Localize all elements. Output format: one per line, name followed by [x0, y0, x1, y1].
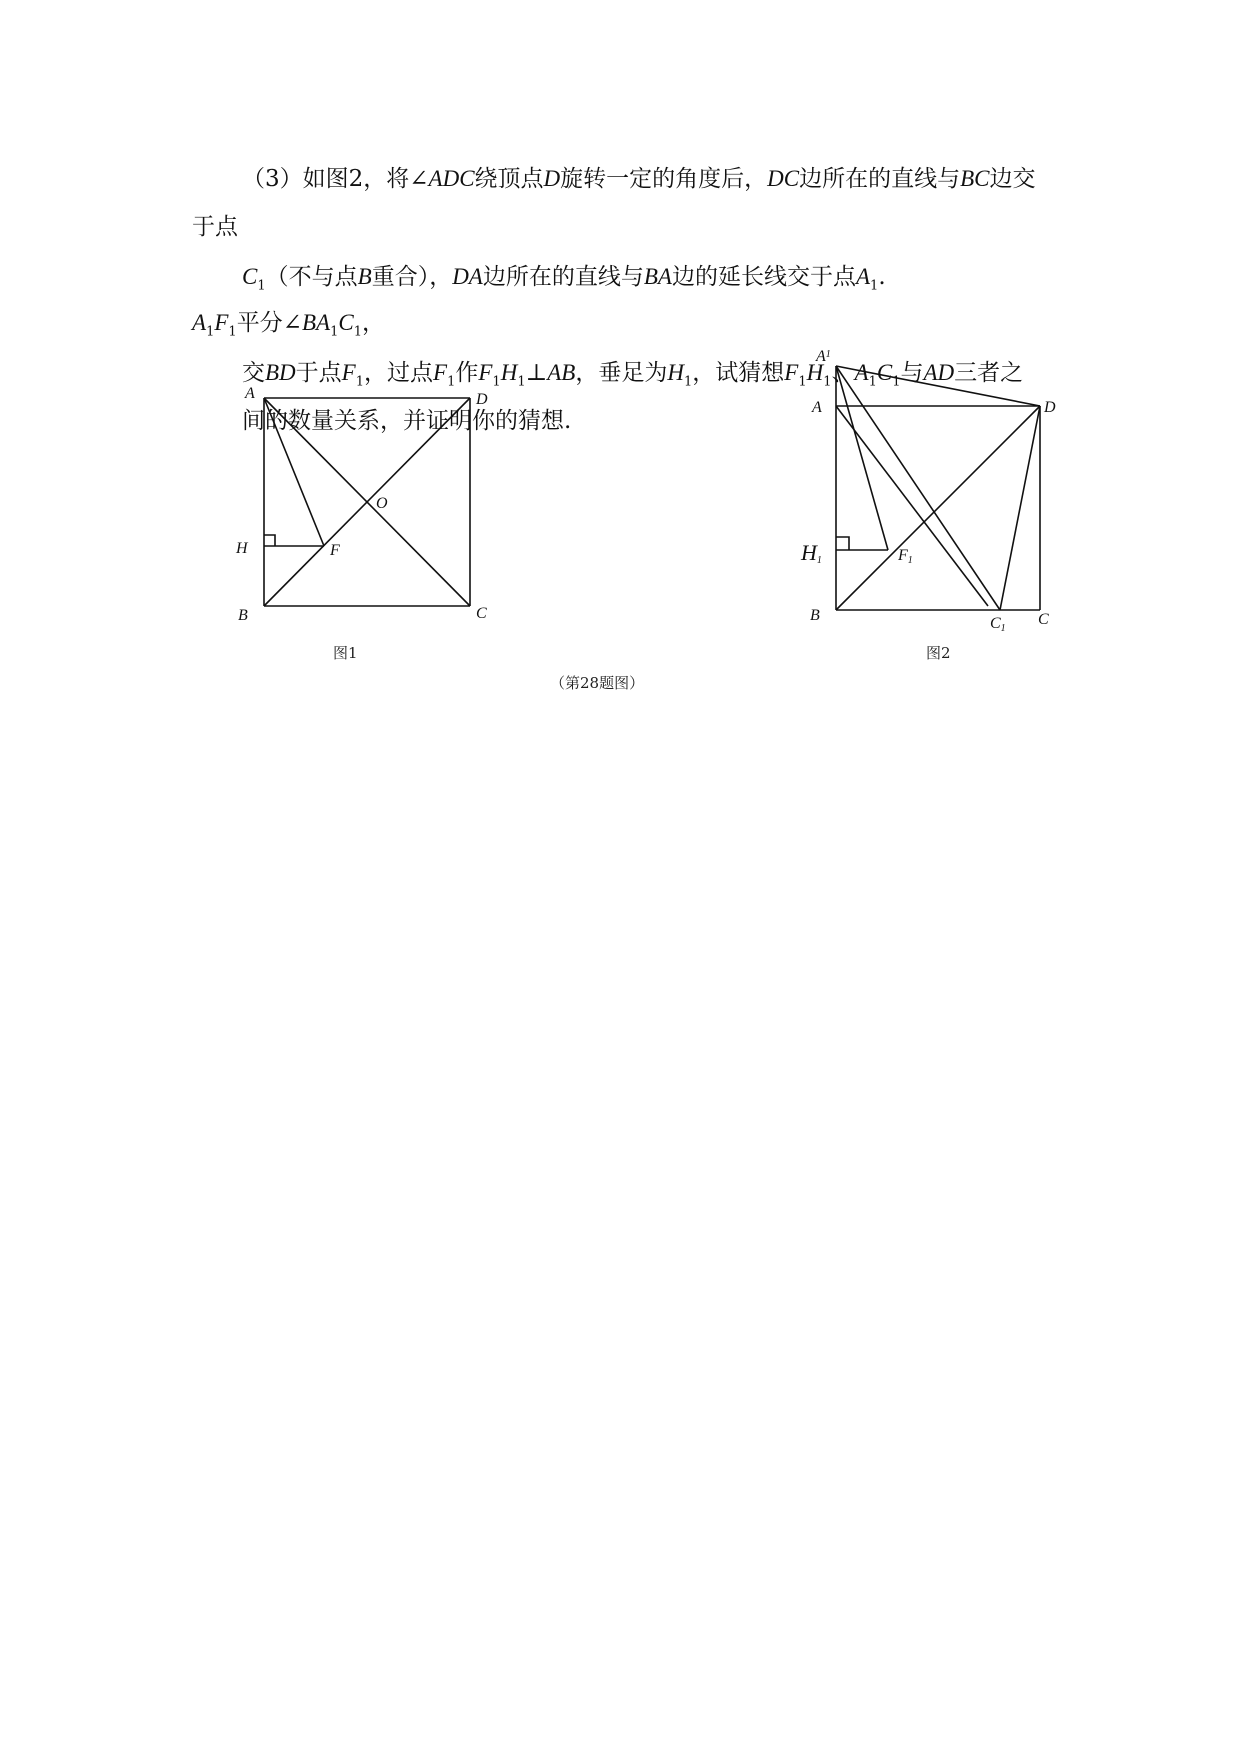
problem-line-5: 交BD于点$F_1$，过点$F_1$作$F_1H_1\perp AB$，垂足为$H_1$，试猜想$F_1H_1$、$A_1C_1$与AD三者之	[242, 360, 1024, 390]
problem-line-6: 间的数量关系，并证明你的猜想.	[242, 408, 572, 434]
fig1-label-a: A	[245, 385, 255, 402]
figure-2	[836, 366, 1040, 610]
fig2-segment-dc1	[1000, 406, 1040, 610]
fig2-label-b: B	[810, 607, 820, 624]
fig2-label-c: C	[1038, 611, 1049, 628]
fig1-right-angle-mark	[264, 535, 275, 546]
fig1-caption: 图1	[333, 644, 358, 662]
fig1-label-o: O	[376, 495, 388, 512]
fig1-label-f: F	[330, 542, 340, 559]
problem-line-1: （3）如图2，将∠ADC绕顶点D旋转一定的角度后，DC边所在的直线与BC边交	[242, 166, 1036, 192]
fig1-label-d: D	[476, 391, 488, 408]
problem-line-2: 于点	[192, 214, 238, 240]
fig2-segment-a1f1	[836, 366, 888, 550]
fig1-label-h: H	[236, 540, 248, 557]
fig1-label-b: B	[238, 607, 248, 624]
fig2-label-d: D	[1044, 399, 1056, 416]
fig2-segment-a1d	[836, 366, 1040, 406]
fig2-label-c1: C1	[990, 615, 1006, 634]
fig2-label-a: A	[812, 399, 822, 416]
fig2-label-f1: F1	[898, 547, 913, 566]
figure-1	[264, 398, 470, 606]
fig2-segment-a1c1	[836, 366, 1000, 610]
fig1-segment-af	[264, 398, 324, 546]
fig2-diagonal-bd	[836, 406, 1040, 610]
problem-line-3: $C_1$（不与点B重合），DA边所在的直线与BA边的延长线交于点$A_1$.	[242, 264, 886, 294]
fig2-caption: 图2	[926, 644, 951, 662]
fig2-label-h1: H1	[801, 540, 822, 566]
figure-caption: （第28题图）	[550, 674, 645, 692]
fig1-label-c: C	[476, 605, 487, 622]
fig2-right-angle-mark	[836, 537, 849, 550]
fig2-label-a1: $A^1$	[816, 348, 831, 365]
fig2-segment-ac	[836, 406, 988, 606]
problem-line-4: $A_1F_1$平分$\angle BA_1C_1$，	[192, 310, 385, 340]
